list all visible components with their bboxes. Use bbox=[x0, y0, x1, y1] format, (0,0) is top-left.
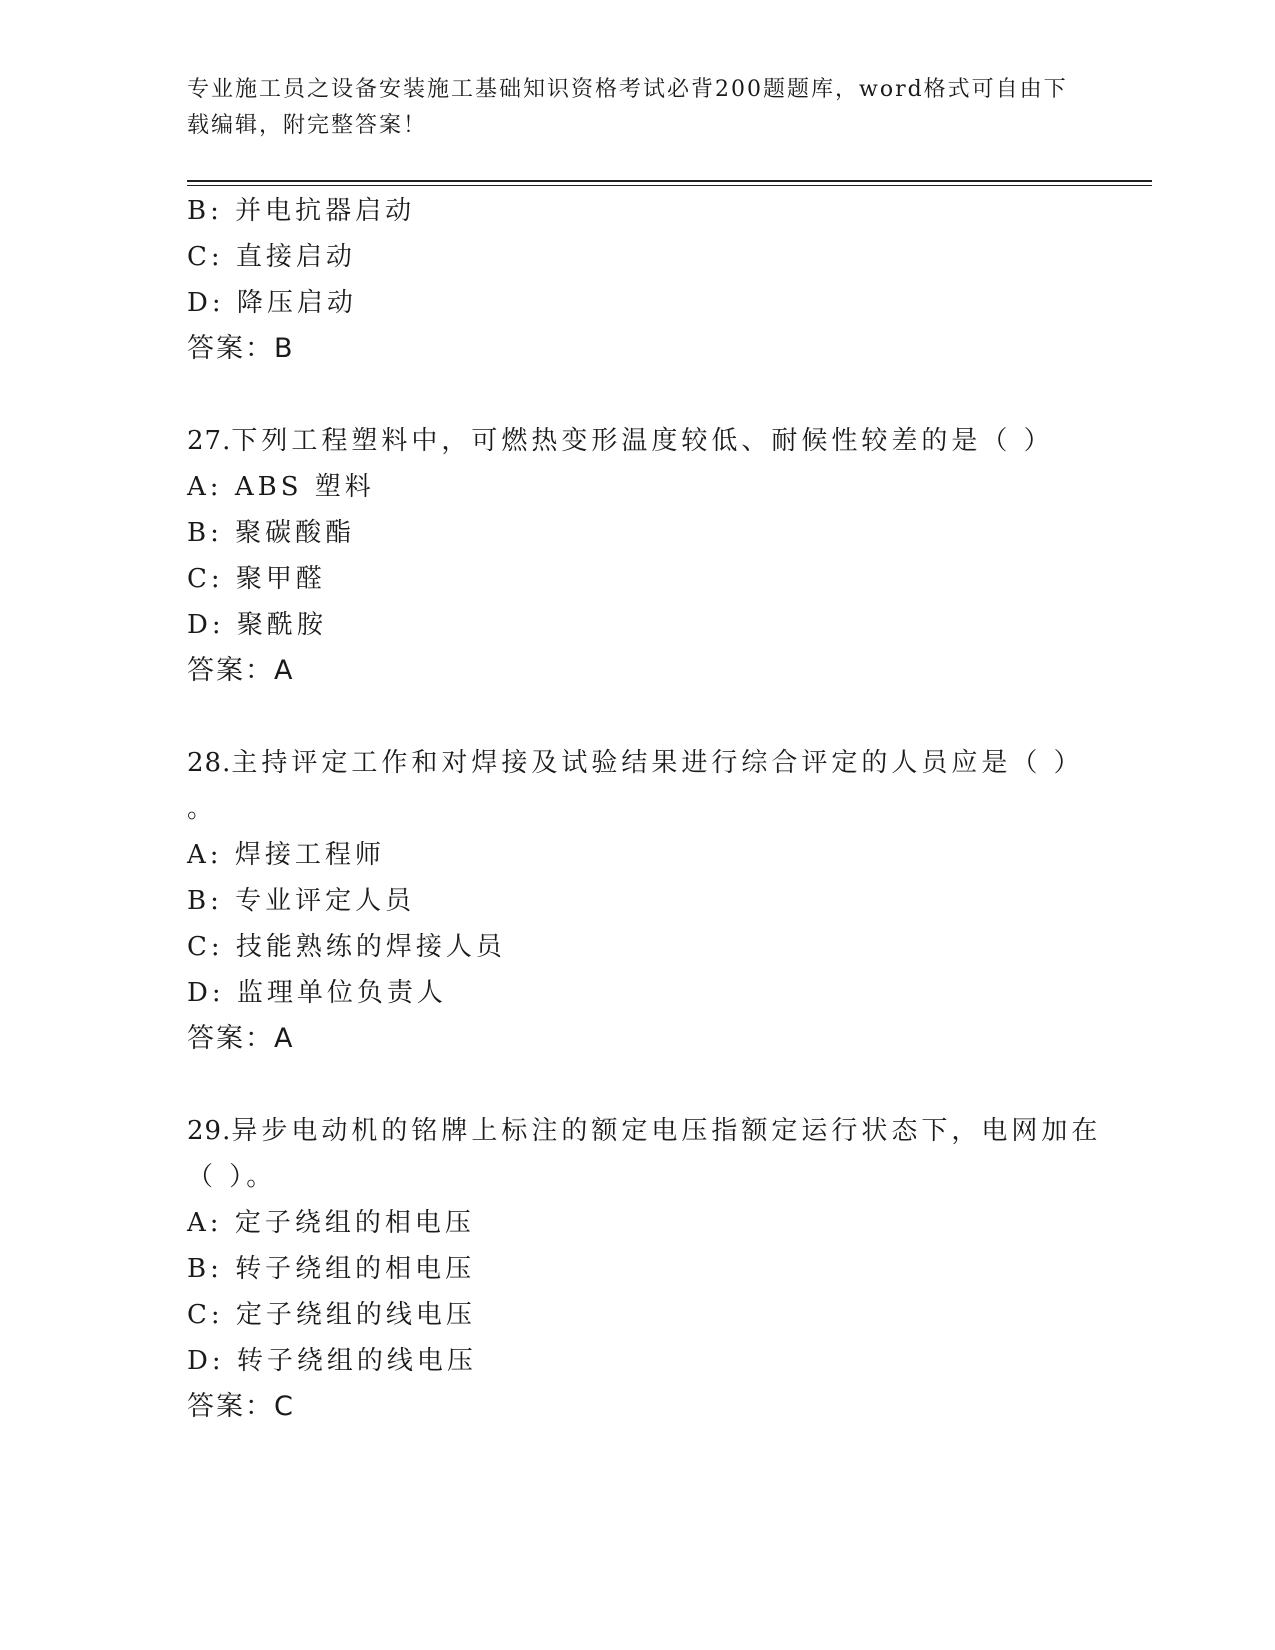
option-text: 定子绕组的相电压 bbox=[234, 1208, 475, 1238]
option-label: A: bbox=[187, 840, 223, 870]
option-b bbox=[187, 1246, 1107, 1292]
question-stem bbox=[187, 1108, 1107, 1154]
header-rule-thick bbox=[187, 180, 1152, 182]
question-text: 主持评定工作和对焊接及试验结果进行综合评定的人员应是（ ） bbox=[231, 748, 1084, 778]
option-c bbox=[187, 1292, 1107, 1338]
option-d bbox=[187, 970, 1107, 1016]
option-label: B: bbox=[187, 518, 223, 548]
option-label: D: bbox=[187, 978, 225, 1008]
option-text: 聚甲醛 bbox=[235, 564, 326, 594]
option-d bbox=[187, 602, 1107, 648]
answer-label: 答案： bbox=[187, 1391, 274, 1422]
option-a bbox=[187, 464, 1107, 510]
spacer bbox=[187, 372, 1107, 418]
option-text: 焊接工程师 bbox=[234, 840, 385, 870]
option-a bbox=[187, 832, 1107, 878]
answer-label: 答案： bbox=[187, 333, 274, 364]
option-text: 并电抗器启动 bbox=[235, 196, 416, 226]
question-number: 27. bbox=[187, 426, 232, 456]
option-text: ABS 塑料 bbox=[234, 472, 375, 502]
option-text: 定子绕组的线电压 bbox=[235, 1300, 476, 1330]
question-stem-continuation: （ ）。 bbox=[187, 1162, 277, 1192]
option-label: D: bbox=[187, 610, 225, 640]
answer-value: A bbox=[274, 655, 295, 686]
option-d bbox=[187, 280, 1107, 326]
answer-line bbox=[187, 1384, 1107, 1430]
option-a bbox=[187, 1200, 1107, 1246]
option-text: 转子绕组的相电压 bbox=[235, 1254, 476, 1284]
option-label: A: bbox=[187, 472, 223, 502]
option-label: B: bbox=[187, 886, 223, 916]
spacer bbox=[187, 1062, 1107, 1108]
question-number: 29. bbox=[187, 1116, 232, 1146]
header-rule-thin bbox=[187, 185, 1152, 186]
option-text: 直接启动 bbox=[235, 242, 356, 272]
answer-line bbox=[187, 648, 1107, 694]
spacer bbox=[187, 694, 1107, 740]
option-text: 聚碳酸酯 bbox=[235, 518, 356, 548]
option-label: C: bbox=[187, 1300, 224, 1330]
question-number: 28. bbox=[187, 748, 232, 778]
option-label: C: bbox=[187, 932, 224, 962]
option-text: 降压启动 bbox=[236, 288, 357, 318]
option-text: 技能熟练的焊接人员 bbox=[235, 932, 506, 962]
answer-value: B bbox=[274, 333, 295, 364]
option-text: 专业评定人员 bbox=[235, 886, 416, 916]
option-label: C: bbox=[187, 564, 224, 594]
option-c bbox=[187, 556, 1107, 602]
question-text: 下列工程塑料中，可燃热变形温度较低、耐候性较差的是（ ） bbox=[231, 426, 1054, 456]
option-text: 监理单位负责人 bbox=[236, 978, 447, 1008]
option-label: B: bbox=[187, 196, 223, 226]
option-d bbox=[187, 1338, 1107, 1384]
option-b bbox=[187, 510, 1107, 556]
option-label: D: bbox=[187, 1346, 225, 1376]
option-c bbox=[187, 234, 1107, 280]
answer-label: 答案： bbox=[187, 655, 274, 686]
option-label: B: bbox=[187, 1254, 223, 1284]
option-label: D: bbox=[187, 288, 225, 318]
answer-value: A bbox=[274, 1023, 295, 1054]
question-stem bbox=[187, 418, 1107, 464]
option-b bbox=[187, 878, 1107, 924]
option-label: A: bbox=[187, 1208, 223, 1238]
answer-line bbox=[187, 326, 1107, 372]
option-label: C: bbox=[187, 242, 224, 272]
question-stem-continuation: 。 bbox=[187, 794, 218, 824]
option-b bbox=[187, 188, 1107, 234]
answer-line bbox=[187, 1016, 1107, 1062]
option-text: 聚酰胺 bbox=[236, 610, 327, 640]
option-text: 转子绕组的线电压 bbox=[236, 1346, 477, 1376]
answer-label: 答案： bbox=[187, 1023, 274, 1054]
answer-value: C bbox=[274, 1391, 295, 1422]
question-content bbox=[187, 188, 1107, 1430]
document-header: 专业施工员之设备安装施工基础知识资格考试必背200题题库，word格式可自由下载编辑，附完整答案！ bbox=[187, 77, 1068, 138]
question-stem bbox=[187, 740, 1107, 786]
question-text: 异步电动机的铭牌上标注的额定电压指额定运行状态下，电网加在 bbox=[231, 1116, 1102, 1146]
option-c bbox=[187, 924, 1107, 970]
